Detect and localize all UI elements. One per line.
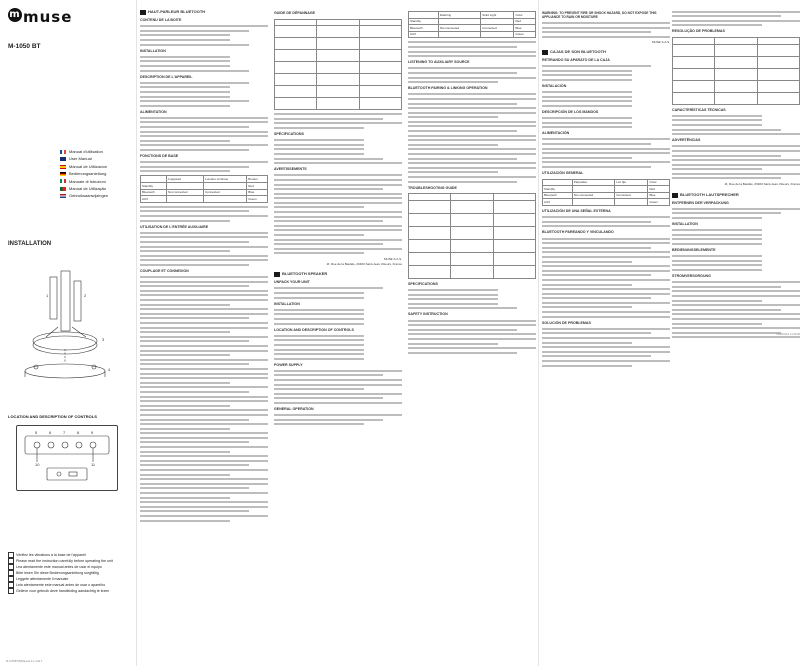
body-text — [274, 414, 402, 425]
body-text — [408, 320, 536, 354]
safety-notes — [8, 552, 113, 594]
subheading: UTILIZACIÓN DE UNA SEÑAL EXTERNA — [542, 209, 611, 213]
subheading: UNPACK YOUR UNIT — [274, 280, 310, 285]
troubleshooting-table — [274, 19, 402, 111]
body-text — [672, 208, 800, 219]
body-text — [672, 255, 800, 271]
body-text — [274, 113, 402, 129]
body-text — [274, 139, 402, 164]
body-text — [408, 93, 536, 182]
subheading: BLUETOOTH PAIRING & LINKING OPERATION — [408, 86, 488, 91]
troubleshooting-table — [408, 193, 536, 279]
language-item: Manual de Utilização — [60, 185, 108, 192]
subheading: SOLUCIÓN DE PROBLEMAS — [542, 320, 591, 325]
body-text — [542, 138, 670, 168]
subheading: BEDIENUNGSELEMENTE — [672, 248, 716, 252]
subheading: RESOLUÇÃO DE PROBLEMAS — [672, 29, 725, 34]
subheading: DESCRIPTION DE L'APPAREIL — [140, 74, 193, 79]
svg-text:11: 11 — [91, 462, 96, 467]
flag-icon — [60, 187, 66, 191]
control-panel-diagram — [16, 425, 118, 491]
cover-page — [0, 0, 136, 666]
page-divider — [136, 0, 137, 666]
french-column — [140, 8, 268, 524]
installation-heading: INSTALLATION — [8, 241, 52, 247]
svg-text:6: 6 — [49, 430, 52, 435]
company-address: ZI, Rue de la Bastide, 26400 Saint-Jean d'Heurs, France — [724, 182, 800, 187]
subheading: INSTALLATION — [140, 48, 166, 53]
subheading: BLUETOOTH PAREANDO Y VINCULANDO — [542, 230, 614, 235]
note-item: Please read the instruction carefully before operating the unit — [8, 558, 113, 564]
section-title: BLUETOOTH LAUTSPRECHER — [672, 193, 800, 198]
body-text — [542, 238, 670, 318]
subheading: RETIRANDO SU APARATO DE LA CAJA — [542, 57, 610, 62]
subheading: SPÉCIFICATIONS — [274, 131, 304, 136]
subheading: ALIMENTACIÓN — [542, 131, 570, 136]
language-item: Bedienungsanleitung — [60, 170, 108, 177]
flag-icon — [274, 272, 280, 277]
subheading: COUPLAGE ET CONNEXION — [140, 268, 189, 273]
body-text — [672, 229, 800, 245]
body-text — [408, 67, 536, 83]
language-item: Manual de Utilizacion — [60, 163, 108, 170]
page-divider — [538, 0, 539, 666]
status-table: Parpadea Luz fija Color Standby Red Bluetooth Not connected Connected Blue AUX Green — [542, 179, 670, 206]
subheading: FONCTIONS DE BASE — [140, 154, 179, 159]
svg-text:9: 9 — [91, 430, 94, 435]
body-text — [274, 309, 402, 325]
body-text — [140, 25, 268, 45]
body-text — [672, 281, 800, 338]
subheading: INSTALLATION — [274, 301, 300, 306]
body-text — [542, 65, 670, 81]
subheading: INSTALACIÓN — [542, 83, 567, 88]
subheading: TROUBLESHOOTING GUIDE — [408, 185, 457, 190]
speaker-assembly-diagram — [6, 267, 124, 385]
section-title: BLUETOOTH SPEAKER — [274, 272, 402, 277]
spanish-column — [542, 8, 670, 369]
body-text — [542, 117, 670, 128]
svg-text:8: 8 — [77, 430, 80, 435]
subheading: LOCATION AND DESCRIPTION OF CONTROLS — [274, 327, 354, 332]
warning-title: WARNING: TO PREVENT FIRE OR SHOCK HAZARD, DO NOT EXPOSE THIS APPLIANCE TO RAIN OR MOISTURE — [542, 11, 657, 19]
status-table: Flashing Solid Light Color Standby Red Bluetooth Not connected Connected Blue AUX Green — [408, 11, 536, 38]
language-list — [60, 148, 108, 200]
company-address: ZI, Rue de la Bastide, 26400 Saint-Jean d'Heurs, France — [326, 261, 402, 266]
body-text — [140, 82, 268, 107]
language-item: User Manual — [60, 155, 108, 162]
flag-icon — [140, 10, 146, 15]
body-text — [274, 174, 402, 254]
note-item: Leia atentamente este manual antes de usar o aparelho — [8, 582, 113, 588]
body-text — [542, 22, 670, 38]
section-title: HAUT-PARLEUR BLUETOOTH — [140, 10, 268, 15]
svg-text:5: 5 — [35, 430, 38, 435]
flag-icon — [60, 165, 66, 169]
body-text — [542, 328, 670, 367]
body-text — [672, 11, 800, 27]
brand-logo: m muse — [9, 8, 73, 26]
body-text — [672, 145, 800, 179]
print-footer: 12/08/2022 14:49:28 — [776, 333, 800, 337]
subheading: CARACTERÍSTICAS TÉCNICAS — [672, 107, 726, 112]
french-english-column — [274, 8, 402, 428]
body-text — [140, 232, 268, 266]
subheading: ALIMENTATION — [140, 109, 167, 114]
flag-icon — [60, 179, 66, 183]
body-text — [542, 91, 670, 107]
body-text — [672, 115, 800, 135]
portuguese-german-column — [672, 8, 800, 341]
subheading: DESCRIPCIÓN DE LOS MANDOS — [542, 109, 599, 114]
body-text — [274, 335, 402, 360]
flag-icon — [60, 194, 66, 198]
svg-text:2: 2 — [84, 293, 87, 298]
note-item: Gelieve voor gebruik deze handleiding aandachtig te lezen — [8, 588, 113, 594]
subheading: SAFETY INSTRUCTION — [408, 312, 448, 317]
model-name: M-1050 BT — [8, 43, 41, 50]
flag-icon — [60, 150, 66, 154]
subheading: SPECIFICATIONS — [408, 281, 438, 286]
subheading: UTILIZACIÓN GENERAL — [542, 171, 584, 176]
troubleshooting-table — [672, 37, 800, 105]
company-name: MUSE S.A.S. — [383, 257, 402, 261]
flag-icon — [8, 588, 14, 594]
note-item: Bitte lesen Sie diese Bedienungsanleitung sorgfältig — [8, 570, 113, 576]
body-text — [408, 41, 536, 57]
subheading: ADVERTÊNCIAS — [672, 138, 701, 143]
body-text — [542, 216, 670, 227]
status-table: L'appareil Lumière continue Bouton Standby Red Bluetooth Not connected Connected Blue AUX Green — [140, 175, 268, 202]
svg-text:1: 1 — [46, 293, 49, 298]
print-footer: M-1050BT(B)Manual 4-1.indd 1 — [6, 660, 43, 663]
svg-text:10: 10 — [35, 462, 40, 467]
subheading: POWER SUPPLY — [274, 362, 303, 367]
flag-icon — [542, 50, 548, 55]
subheading: INSTALLATION — [672, 222, 698, 227]
subheading: AVERTISSEMENTS — [274, 167, 307, 172]
body-text — [274, 370, 402, 404]
subheading: LISTENING TO AUXILIARY SOURCE — [408, 60, 470, 65]
subheading: CONTENU DE LA BOITE — [140, 18, 182, 22]
subheading: GUIDE DE DÉPANNAGE — [274, 11, 316, 15]
section-title: CAJAS DE SON BLUETOOTH — [542, 50, 670, 55]
flag-icon — [60, 157, 66, 161]
english-column — [408, 8, 536, 356]
subheading: UTILISATION DE L'ENTRÉE AUXILIAIRE — [140, 224, 209, 229]
svg-text:7: 7 — [63, 430, 66, 435]
body-text — [140, 276, 268, 521]
language-item: Manuale di Istruzioni — [60, 178, 108, 185]
language-item: Gebruiksaanwijzingen — [60, 192, 108, 199]
body-text — [408, 289, 536, 309]
body-text — [140, 161, 268, 172]
svg-text:3: 3 — [102, 337, 105, 342]
body-text — [274, 287, 402, 298]
subheading: ENTFERNEN DER VERPACKUNG — [672, 200, 729, 205]
company-name: MUSE S.A.S. — [651, 40, 670, 45]
note-item: Lea atentamente este manual antes de usar el equipo — [8, 564, 113, 570]
flag-icon — [672, 193, 678, 198]
body-text — [140, 206, 268, 222]
subheading: STROMVERSORGUNG — [672, 273, 711, 278]
flag-icon — [60, 172, 66, 176]
note-item: Vérifiez les vibrations à la base de l'appareil — [8, 552, 113, 558]
location-heading: LOCATION AND DESCRIPTION OF CONTROLS — [8, 414, 97, 419]
svg-text:4: 4 — [108, 367, 111, 372]
language-item: Manual d'utilisation — [60, 148, 108, 155]
body-text — [140, 117, 268, 151]
note-item: Leggete attentamente il manuale — [8, 576, 113, 582]
subheading: GENERAL OPERATION — [274, 407, 314, 412]
body-text — [140, 56, 268, 72]
